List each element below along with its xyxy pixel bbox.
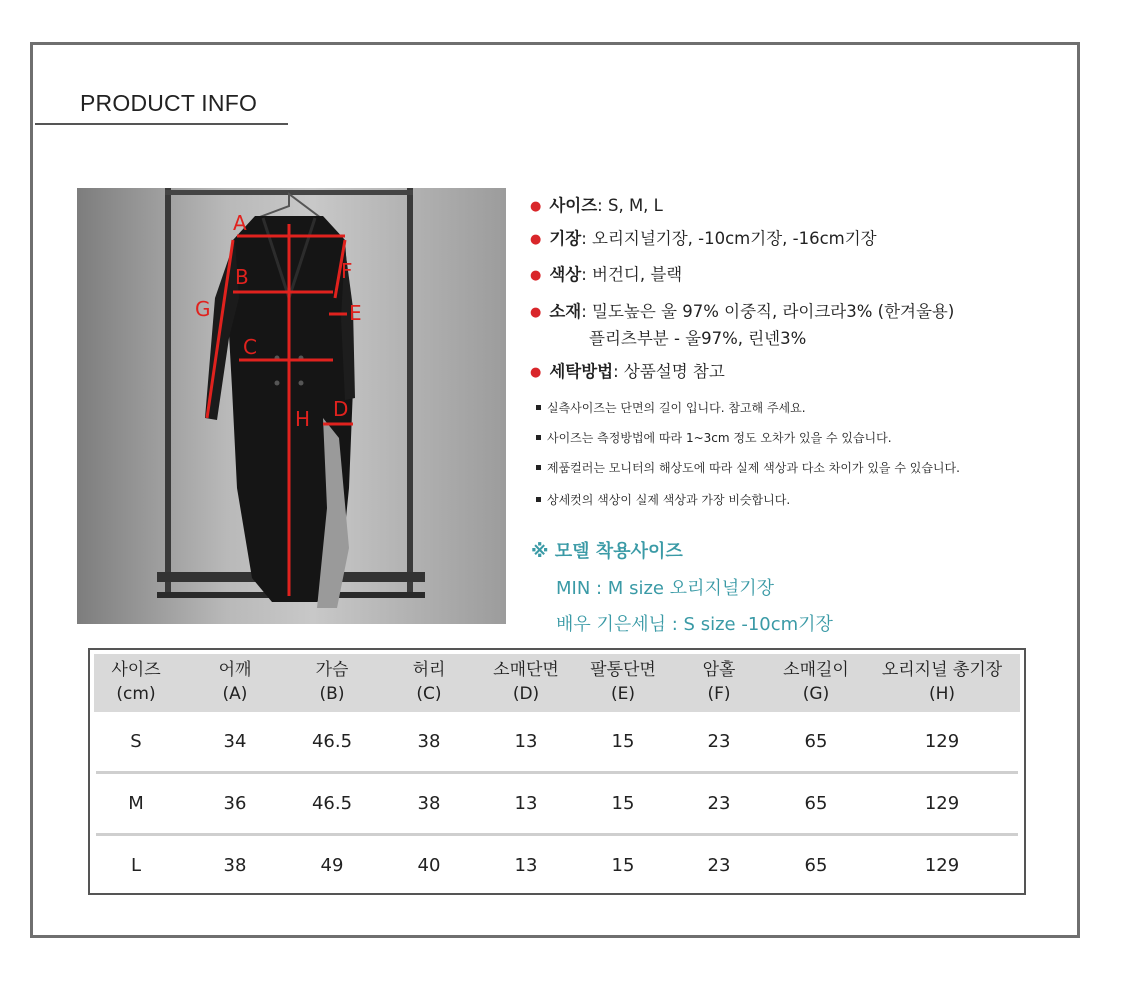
page-title: PRODUCT INFO	[80, 90, 258, 116]
coat-measurement-diagram	[77, 188, 506, 624]
square-bullet-icon	[536, 405, 541, 410]
header-cell: 가슴 (B)	[315, 660, 349, 704]
bullet-icon: ●	[530, 268, 542, 283]
header-cell: 소매길이 (G)	[783, 660, 849, 704]
size-table	[88, 648, 1026, 895]
note-item: 실측사이즈는 단면의 길이 입니다. 참고해 주세요.	[536, 399, 806, 416]
header-cell: 오리지널 총기장 (H)	[881, 660, 1003, 704]
header-cell: 팔통단면 (E)	[590, 660, 656, 704]
square-bullet-icon	[536, 465, 541, 470]
model-line: 배우 기은세님 : S size -10cm기장	[556, 614, 833, 635]
table-row: M 36 46.5 38 13 15 23 65 129	[128, 793, 960, 814]
bullet-icon: ●	[530, 232, 542, 247]
model-size-heading: ※ 모델 착용사이즈	[531, 541, 683, 562]
bullet-icon: ●	[530, 305, 542, 320]
diagram-label-f: F	[341, 259, 353, 283]
diagram-label-d: D	[333, 397, 349, 421]
table-row: L 38 49 40 13 15 23 65 129	[130, 855, 960, 876]
diagram-label-b: B	[235, 265, 249, 289]
diagram-label-g: G	[195, 297, 211, 321]
table-row: S 34 46.5 38 13 15 23 65 129	[130, 731, 960, 752]
header-cell: 소매단면 (D)	[493, 660, 559, 704]
spec-length: ● 기장: 오리지널기장, -10cm기장, -16cm기장	[530, 229, 877, 248]
header-cell: 사이즈 (cm)	[111, 660, 161, 704]
model-line: MIN : M size 오리지널기장	[556, 578, 775, 599]
title-underline	[35, 123, 288, 125]
spec-color: ● 색상: 버건디, 블랙	[530, 265, 683, 284]
note-item: 제품컬러는 모니터의 해상도에 따라 실제 색상과 다소 차이가 있을 수 있습니다.	[536, 459, 960, 476]
header-cell: 어깨 (A)	[218, 660, 252, 704]
spec-material: ● 소재: 밀도높은 울 97% 이중직, 라이크라3% (한겨울용) 플리츠부분 - 울97%, 린넨3%	[530, 302, 955, 348]
diagram-label-e: E	[349, 301, 362, 325]
header-cell: 허리 (C)	[412, 660, 446, 704]
product-photo	[77, 188, 506, 624]
size-table-header	[94, 654, 1020, 712]
diagram-label-a: A	[233, 211, 247, 235]
diagram-label-c: C	[243, 335, 257, 359]
note-item: 사이즈는 측정방법에 따라 1~3cm 정도 오차가 있을 수 있습니다.	[536, 429, 892, 446]
square-bullet-icon	[536, 497, 541, 502]
bullet-icon: ●	[530, 365, 542, 380]
spec-size: ● 사이즈: S, M, L	[530, 196, 663, 215]
bullet-icon: ●	[530, 199, 542, 214]
spec-washing: ● 세탁방법: 상품설명 참고	[530, 362, 725, 381]
diagram-label-h: H	[295, 407, 311, 431]
note-item: 상세컷의 색상이 실제 색상과 가장 비슷합니다.	[536, 491, 790, 508]
header-cell: 암홀 (F)	[702, 660, 736, 704]
square-bullet-icon	[536, 435, 541, 440]
